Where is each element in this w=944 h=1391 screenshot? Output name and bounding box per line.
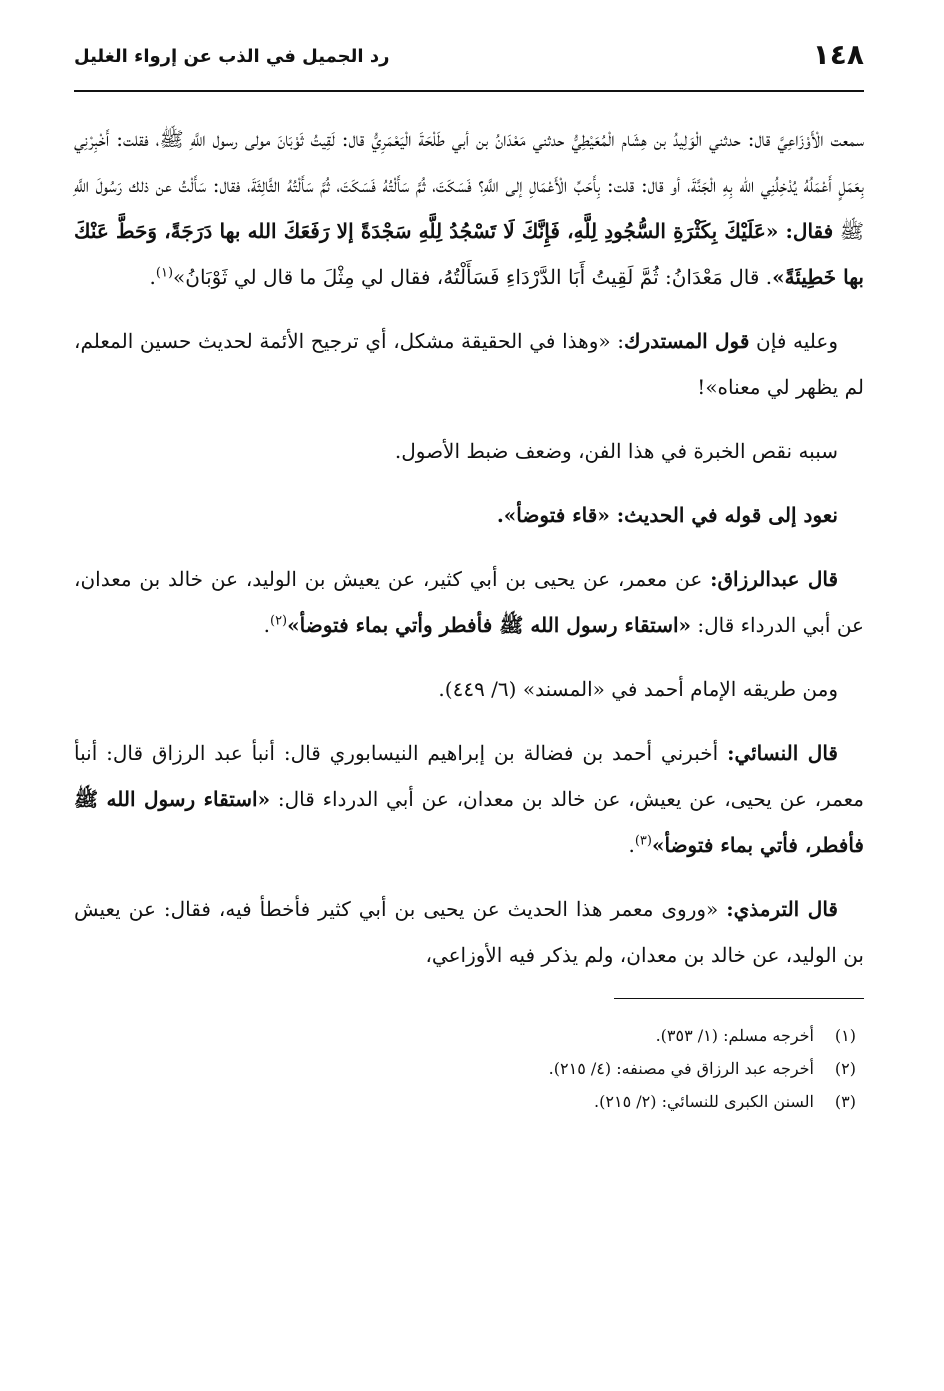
running-title: رد الجميل في الذب عن إرواء الغليل	[74, 46, 390, 67]
bold-text: «استقاء رسول الله ﷺ فأفطر وأتي بماء فتوضأ»	[287, 613, 692, 637]
footnote-number: (٣)	[834, 1092, 856, 1111]
paragraph	[74, 556, 864, 648]
page-number: ١٤٨	[812, 38, 864, 71]
paragraph	[74, 428, 864, 474]
text-segment: : «وهذا في الحقيقة مشكل، أي ترجيح الأئمة لحديث حسين المعلم، لم يظهر لي معناه»!	[74, 329, 864, 399]
footnote-text: أخرجه عبد الرزاق في مصنفه: (٤/ ٢١٥).	[548, 1059, 814, 1078]
text-segment: . قال مَعْدَانُ: ثُمَّ لَقِيتُ أَبَا الدَّرْدَاءِ فَسَأَلْتُهُ، فقال لي مِثْلَ ما قال لي ثَوْبَانُ»	[173, 265, 773, 289]
text-segment: .	[149, 265, 156, 289]
paragraph	[74, 492, 864, 538]
bold-text: قال عبدالرزاق:	[710, 567, 838, 591]
paragraph	[74, 886, 864, 978]
paragraph	[74, 730, 864, 868]
text-segment: عن معمر، عن يحيى بن أبي كثير، عن يعيش بن الوليد، عن خالد بن معدان، عن أبي الدرداء قال:	[74, 567, 864, 637]
bold-text: قال النسائي:	[727, 741, 838, 765]
footnote-separator	[614, 998, 864, 999]
bold-text: قول المستدرك	[624, 329, 750, 353]
bold-text: فقال: «عَلَيْكَ بِكَثْرَةِ السُّجُودِ لِلَّهِ، فَإِنَّكَ لَا تَسْجُدُ لِلَّهِ سَجْدَةً إلا رَفَعَكَ الله بها دَرَجَةً، وَحَطَّ عَنْكَ بها خَطِيئَةً»	[74, 219, 864, 289]
text-segment: .	[628, 833, 635, 857]
bold-text: قال الترمذي:	[726, 897, 838, 921]
text-segment: ومن طريقه الإمام أحمد في «المسند» (٦/ ٤٤٩).	[438, 677, 838, 701]
footnote	[74, 1085, 864, 1118]
footnote-text: السنن الكبرى للنسائي: (٢/ ٢١٥).	[594, 1092, 814, 1111]
footnote-ref: (٢)	[269, 613, 288, 629]
footnote	[74, 1019, 864, 1052]
footnote-ref: (٣)	[634, 833, 652, 849]
bold-text: «استقاء رسول الله ﷺ فأفطر، فأتي بماء فتوضأ»	[74, 787, 864, 857]
footnote	[74, 1052, 864, 1085]
text-segment: سببه نقص الخبرة في هذا الفن، وضعف ضبط الأصول.	[394, 439, 838, 463]
paragraph	[74, 116, 864, 300]
footnote-text: أخرجه مسلم: (١/ ٣٥٣).	[655, 1026, 814, 1045]
header-rule	[74, 90, 864, 92]
text-segment: «وروى معمر هذا الحديث عن يحيى بن أبي كثير فأخطأ فيه، فقال: عن يعيش بن الوليد، عن خالد بن معدان، ولم يذكر فيه الأوزاعي،	[74, 897, 864, 967]
body-text	[74, 116, 864, 978]
bold-text: نعود إلى قوله في الحديث: «قاء فتوضأ».	[496, 503, 838, 527]
text-segment: أخبرني أحمد بن فضالة بن إبراهيم النيسابوري قال: أنبأ عبد الرزاق قال: أنبأ معمر، عن يحيى، عن يعيش، عن خالد بن معدان، عن أبي الدرداء قال:	[74, 741, 864, 811]
footnotes	[74, 1019, 864, 1118]
text-segment: .	[263, 613, 270, 637]
book-page	[74, 36, 864, 1118]
text-segment: وعليه فإن	[749, 329, 839, 353]
running-header	[74, 36, 864, 86]
paragraph	[74, 318, 864, 410]
footnote-ref: (١)	[155, 265, 174, 281]
paragraph	[74, 666, 864, 712]
footnote-number: (١)	[834, 1026, 856, 1045]
footnote-number: (٢)	[834, 1059, 856, 1078]
text-segment: سمعت الْأَوْزَاعِيَّ قال: حدثني الْوَلِيدُ بن هِشَام الْمُعَيْطِيُّ حدثني مَعْدَانُ بن أبي طَلْحَةَ الْيَعْمَرِيُّ قال: لَقِيتُ ثَوْبَانَ مولى رسول اللَّهِ ﷺ، فقلت: أَخْبِرْنِي بِعَمَلٍ أَعْمَلُهُ يُدْخِلُنِي الله بِهِ الْجَنَّةَ، أو قال: قلت: بِأَحَبِّ الْأَعْمَالِ إلى اللَّهِ؟ فَسَكَتَ، ثُمَّ سَأَلْتُهُ فَسَكَتَ، ثُمَّ سَأَلْتُهُ الثَّالِثَةَ، فقال: سَأَلْتُ عن ذلك رَسُولَ اللَّهِ ﷺ	[74, 127, 864, 243]
